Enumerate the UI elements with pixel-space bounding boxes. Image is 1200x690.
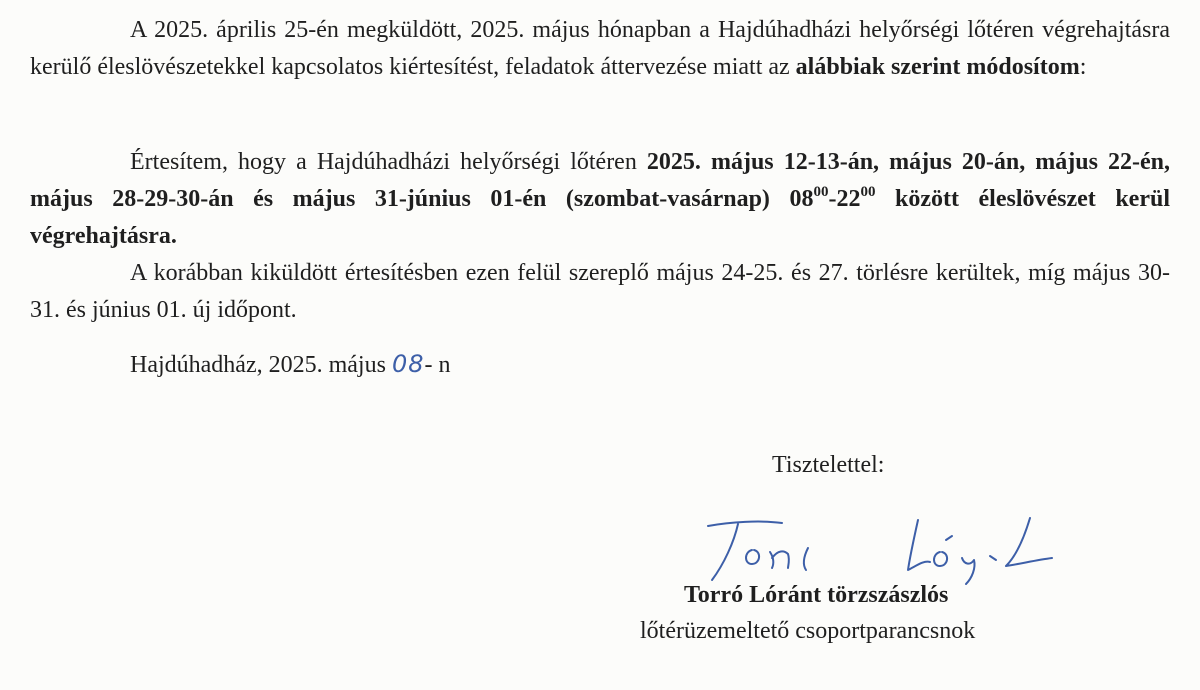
signatory-name: Torró Lóránt törzszászlós	[684, 582, 949, 608]
date-suffix: - n	[424, 352, 451, 378]
closing-salutation: Tisztelettel:	[772, 452, 885, 478]
date-prefix: Hajdúhadház, 2025. május	[130, 352, 392, 378]
paragraph2-intro: Értesítem, hogy a Hajdúhadházi helyőrségi lőtéren	[130, 149, 647, 175]
signatory-title: lőtérüzemeltető csoportparancsnok	[640, 618, 976, 644]
time-end-minutes: 00	[860, 184, 876, 200]
paragraph-firing-dates	[30, 144, 1170, 255]
paragraph1-text: A 2025. április 25-én megküldött, 2025. május hónapban a Hajdúhadházi helyőrségi lőtéren végrehajtásra kerülő éleslövészetekkel kapcsolatos kiértesítést, feladatok áttervezése miatt az	[30, 17, 1170, 80]
place-date-line	[130, 350, 450, 379]
handwritten-day: 08	[391, 350, 425, 378]
handwritten-signature	[690, 508, 1060, 588]
time-start-minutes: 00	[813, 184, 829, 200]
paragraph2-dates: 2025. május 12-13-án, május 20-án, május 22-én, május 28-29-30-án és május 31-június 01-én (szombat-vasárnap) $08^{00}-22^{00}$ között éleslövészet kerül végrehajtásra.	[30, 149, 1170, 249]
paragraph1-bold-phrase: alábbiak szerint módosítom	[795, 54, 1080, 80]
paragraph1-colon: :	[1079, 54, 1087, 80]
paragraph-modification-notice	[30, 12, 1170, 86]
paragraph-cancellations: A korábban kiküldött értesítésben ezen felül szereplő május 24-25. és 27. törlésre kerültek, míg május 30-31. és június 01. új időpont.	[30, 260, 1170, 323]
